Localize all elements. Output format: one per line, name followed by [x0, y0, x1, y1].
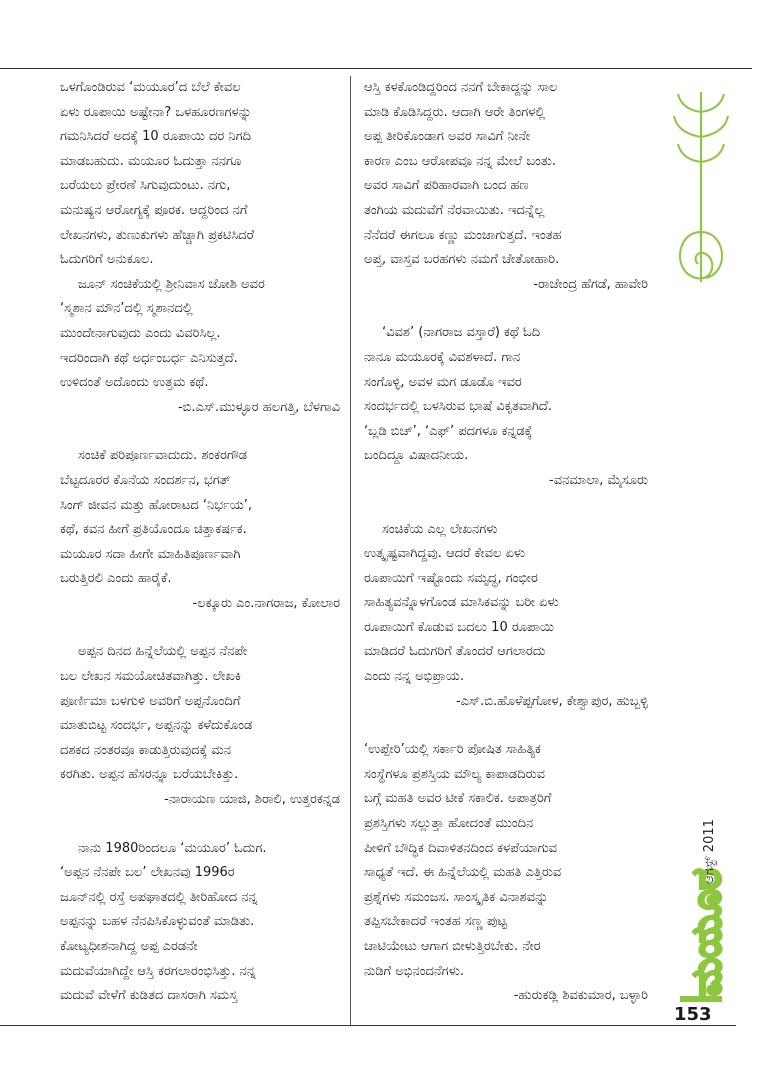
letter-signature: -ಹುರುಕಡ್ಲಿ ಶಿವಕುಮಾರ, ಬಳ್ಳಾರಿ: [513, 988, 648, 1004]
letter-paragraph: ಆಸ್ತಿ ಕಳಕೊಂಡಿದ್ದರಿಂದ ನನಗೆ ಬೇಕಾದ್ದನ್ನು ಸಾಲ ಮಾಡಿ ಕೊಡಿಸಿದ್ದರು. ಆದಾಗಿ ಆರೇ ತಿಂಗಳಲ್ಲಿ ಅಪ್ಪ ತೀರಿಕೊಂಡಾಗ ಅವರ ಸಾವಿಗೆ ನೀನೇ ಕಾರಣ ಎಂಬ ಆರೋಪವೂ ನನ್ನ ಮೇಲೆ ಬಂತು. ಅವರ ಸಾವಿಗೆ ಪರಿಹಾರವಾಗಿ ಬಂದ ಹಣ ತಂಗಿಯ ಮದುವೆಗೆ ನೆರವಾಯಿತು. ಇದನ್ನೆಲ್ಲ ನೆನೆದರೆ ಈಗಲೂ ಕಣ್ಣು ಮಂಜಾಗುತ್ತದೆ. ಇಂತಹ ಅಪ್ತ, ವಾಸ್ತವ ಬರಹಗಳು ನಮಗೆ ಚೇತೋಹಾರಿ. -ರಾಜೇಂದ್ರ ಹೆಗಡೆ, ಹಾವೇರಿ: [364, 76, 654, 297]
issue-date: ಆಗಸ್ಟ್ 2011: [702, 819, 717, 884]
letter-paragraph: ‘ವಿವಶ’ (ನಾಗರಾಜ ವಸ್ತಾರೆ) ಕಥೆ ಓದಿ ನಾನೂ ಮಯೂರಕ್ಕೆ ವಿವಶಳಾದೆ. ಗಾನ ಸಂಗೊಳ್ಳಿ, ಅವಳ ಮಗ ಡೂಡೊ ಇವರ ಸಂದರ್ಭದಲ್ಲಿ ಬಳಸಿರುವ ಭಾಷೆ ವಿಕೃತವಾಗಿದೆ. ‘ಬ್ಲಡಿ ಬಿಚ್’, ‘ಎಫ್’ ಪದಗಳೂ ಕನ್ನಡಕ್ಕೆ ಬಂದಿದ್ದೂ ವಿಷಾದನೀಯ. -ವನಮಾಲಾ, ಮೈಸೂರು: [364, 321, 654, 493]
accent-bar: [680, 996, 722, 1002]
letter-signature: -ಎಸ್.ಬಿ.ಹೊಳೆಪ್ಪಗೋಳ, ಕೇಶ್ವಾಪುರ, ಹುಬ್ಬಳ್ಳಿ: [455, 693, 648, 709]
letter-paragraph: ‘ಉಪ್ಪೇರಿ’ಯಲ್ಲಿ ಸರ್ಕಾರಿ ಪೋಷಿತ ಸಾಹಿತ್ಯಿಕ ಸಂಸ್ಥೆಗಳೂ ಪ್ರಶಸ್ತಿಯ ಮೌಲ್ಯ ಕಾಪಾಡದಿರುವ ಬಗ್ಗೆ ಮಹತಿ ಅವರ ಟೀಕೆ ಸಕಾಲಿಕ. ಅಪಾತ್ರರಿಗೆ ಪ್ರಶಸ್ತಿಗಳು ಸಲ್ಲುತ್ತಾ ಹೋದಂತೆ ಮುಂದಿನ ಪೀಳಿಗೆ ಬೌದ್ಧಿಕ ದಿವಾಳಿತನದಿಂದ ಕಳಪೆಯಾಗುವ ಸಾಧ್ಯತೆ ಇದೆ. ಈ ಹಿನ್ನೆಲೆಯಲ್ಲಿ ಮಹತಿ ಎತ್ತಿರುವ ಪ್ರಶ್ನೆಗಳು ಸಮಂಜಸ. ಸಾಂಸ್ಕೃತಿಕ ವಿನಾಶವನ್ನು ತಪ್ಪಿಸಬೇಕಾದರೆ ಇಂತಹ ಸಣ್ಣ ಪುಟ್ಟ ಚಾಟಿಯೇಟು ಆಗಾಗ ಬೀಳುತ್ತಿರಬೇಕು. ನೇರ ನುಡಿಗೆ ಅಭಿನಂದನೆಗಳು. -ಹುರುಕಡ್ಲಿ ಶಿವಕುಮಾರ, ಬಳ್ಳಾರಿ: [364, 738, 654, 1009]
column-divider: [350, 76, 351, 1026]
right-column: [364, 76, 654, 1009]
left-column: [60, 76, 346, 1009]
letter-signature: -ರಾಜೇಂದ್ರ ಹೆಗಡೆ, ಹಾವೇರಿ: [533, 276, 648, 292]
letter-paragraph: ಅಪ್ಪನ ದಿನದ ಹಿನ್ನೆಲೆಯಲ್ಲಿ ಅಪ್ಪನ ನೆನಪೇ ಬಲ ಲೇಖನ ಸಮಯೋಚಿತವಾಗಿತ್ತು. ಲೇಖಕಿ ಪೂರ್ಣಿಮಾ ಬಳಗುಳಿ ಅವರಿಗೆ ಅಪ್ಪನೊಂದಿಗೆ ಮಾತುಬಿಟ್ಟ ಸಂದರ್ಭ, ಅಪ್ಪನನ್ನು ಕಳೆದುಕೊಂಡ ದಶಕದ ನಂತರವೂ ಕಾಡುತ್ತಿರುವುದಕ್ಕೆ ಮನ ಕರಗಿತು. ಅಪ್ಪನ ಹೆಸರನ್ನೂ ಬರೆಯಬೇಕಿತ್ತು. -ನಾರಾಯಣ ಯಾಜಿ, ಶಿರಾಲಿ, ಉತ್ತರಕನ್ನಡ: [60, 640, 346, 812]
letter-paragraph: ಜೂನ್ ಸಂಚಿಕೆಯಲ್ಲಿ ಶ್ರೀನಿವಾಸ ಜೋಶಿ ಅವರ ‘ಸ್ಮಶಾನ ಮೌನ’ದಲ್ಲಿ ಸ್ಮಶಾನದಲ್ಲಿ ಮುಂದೇನಾಗುವುದು ಎಂದು ವಿವರಿಸಿಲ್ಲ. ಇದರಿಂದಾಗಿ ಕಥೆ ಅರ್ಧಂಬರ್ಧ ಎನಿಸುತ್ತದೆ. ಉಳಿದಂತೆ ಅದೊಂದು ಉತ್ತಮ ಕಥೆ. -ಬಿ.ಎಸ್.ಮುಳ್ಳೂರ ಹಲಗತ್ತಿ, ಬೆಳಗಾವಿ: [60, 273, 346, 421]
top-rule: [0, 68, 752, 69]
letter-signature: -ಲಕ್ಕೂರು ಎಂ.ನಾಗರಾಜ, ಕೋಲಾರ: [192, 595, 340, 611]
letter-signature: -ಬಿ.ಎಸ್.ಮುಳ್ಳೂರ ಹಲಗತ್ತಿ, ಬೆಳಗಾವಿ: [177, 399, 340, 415]
svg-text:ಮಯೂರ: ಮಯೂರ: [684, 868, 730, 996]
bottom-rule: [0, 1025, 736, 1026]
peacock-ornament-icon: [666, 82, 736, 302]
letter-paragraph: ಸಂಚಿಕೆಯ ಎಲ್ಲ ಲೇಖನಗಳು ಉತ್ಕೃಷ್ಟವಾಗಿದ್ದವು. ಆದರೆ ಕೇವಲ ಏಳು ರೂಪಾಯಿಗೆ ಇಷ್ಟೊಂದು ಸಮೃದ್ಧ, ಗಂಭೀರ ಸಾಹಿತ್ಯವನ್ನೊಳಗೊಂಡ ಮಾಸಿಕವನ್ನು ಬರೀ ಏಳು ರೂಪಾಯಿಗೆ ಕೊಡುವ ಬದಲು 10 ರೂಪಾಯಿ ಮಾಡಿದರೆ ಓದುಗರಿಗೆ ತೊಂದರೆ ಆಗಲಾರದು ಎಂದು ನನ್ನ ಅಭಿಪ್ರಾಯ. -ಎಸ್.ಬಿ.ಹೊಳೆಪ್ಪಗೋಳ, ಕೇಶ್ವಾಪುರ, ಹುಬ್ಬಳ್ಳಿ: [364, 518, 654, 715]
letter-paragraph: ಸಂಚಿಕೆ ಪರಿಪೂರ್ಣವಾದುದು. ಶಂಕರಗೌಡ ಬೆಟ್ಟದೂರರ ಕೊನೆಯ ಸಂದರ್ಶನ, ಭಗತ್ ಸಿಂಗ್ ಜೀವನ ಮತ್ತು ಹೋರಾಟದ ‘ನಿರ್ಭಯ’, ಕಥೆ, ಕವನ ಹೀಗೆ ಪ್ರತಿಯೊಂದೂ ಚಿತ್ತಾಕರ್ಷಕ. ಮಯೂರ ಸದಾ ಹೀಗೇ ಮಾಹಿತಿಪೂರ್ಣವಾಗಿ ಬರುತ್ತಿರಲಿ ಎಂದು ಹಾರೈಕೆ. -ಲಕ್ಕೂರು ಎಂ.ನಾಗರಾಜ, ಕೋಲಾರ: [60, 444, 346, 616]
letter-paragraph: ನಾನು 1980ರಿಂದಲೂ ‘ಮಯೂರ’ ಓದುಗ. ‘ಅಪ್ಪನ ನೆನಪೇ ಬಲ’ ಲೇಖನವು 1996ರ ಜೂನ್‌ನಲ್ಲಿ ರಸ್ತೆ ಅಪಘಾತದಲ್ಲಿ ತೀರಿಹೋದ ನನ್ನ ಅಪ್ಪನನ್ನು ಬಹಳ ನೆನಪಿಸಿಕೊಳ್ಳುವಂತೆ ಮಾಡಿತು. ಕೋಟ್ಯಧೀಶನಾಗಿದ್ದ ಅಪ್ಪ ಎರಡನೇ ಮದುವೆಯಾಗಿದ್ದೇ ಆಸ್ತಿ ಕರಗಲಾರಂಭಿಸಿತ್ತು. ನನ್ನ ಮದುವೆ ವೇಳೆಗೆ ಕುಡಿತದ ದಾಸರಾಗಿ ಸಮಸ್ತ: [60, 840, 267, 1004]
letter-signature: -ನಾರಾಯಣ ಯಾಜಿ, ಶಿರಾಲಿ, ಉತ್ತರಕನ್ನಡ: [164, 792, 340, 808]
letter-paragraph: ಒಳಗೊಂಡಿರುವ ‘ಮಯೂರ’ದ ಬೆಲೆ ಕೇವಲ ಏಳು ರೂಪಾಯಿ ಅಷ್ಟೇನಾ? ಒಳಹೂರಣಗಳನ್ನು ಗಮನಿಸಿದರೆ ಅದಕ್ಕೆ 10 ರೂಪಾಯಿ ದರ ನಿಗದಿ ಮಾಡಬಹುದು. ಮಯೂರ ಓದುತ್ತಾ ನನಗೂ ಬರೆಯಲು ಪ್ರೇರಣೆ ಸಿಗುವುದುಂಟು. ನಗು, ಮನುಷ್ಯನ ಆರೋಗ್ಯಕ್ಕೆ ಪೂರಕ. ಆದ್ದರಿಂದ ನಗೆ ಲೇಖನಗಳು, ತುಣುಕುಗಳು ಹೆಚ್ಚಾಗಿ ಪ್ರಕಟಿಸಿದರೆ ಓದುಗರಿಗೆ ಅನುಕೂಲ.: [60, 80, 255, 268]
letter-signature: -ವನಮಾಲಾ, ಮೈಸೂರು: [549, 472, 648, 488]
page-number: 153: [674, 1004, 712, 1025]
